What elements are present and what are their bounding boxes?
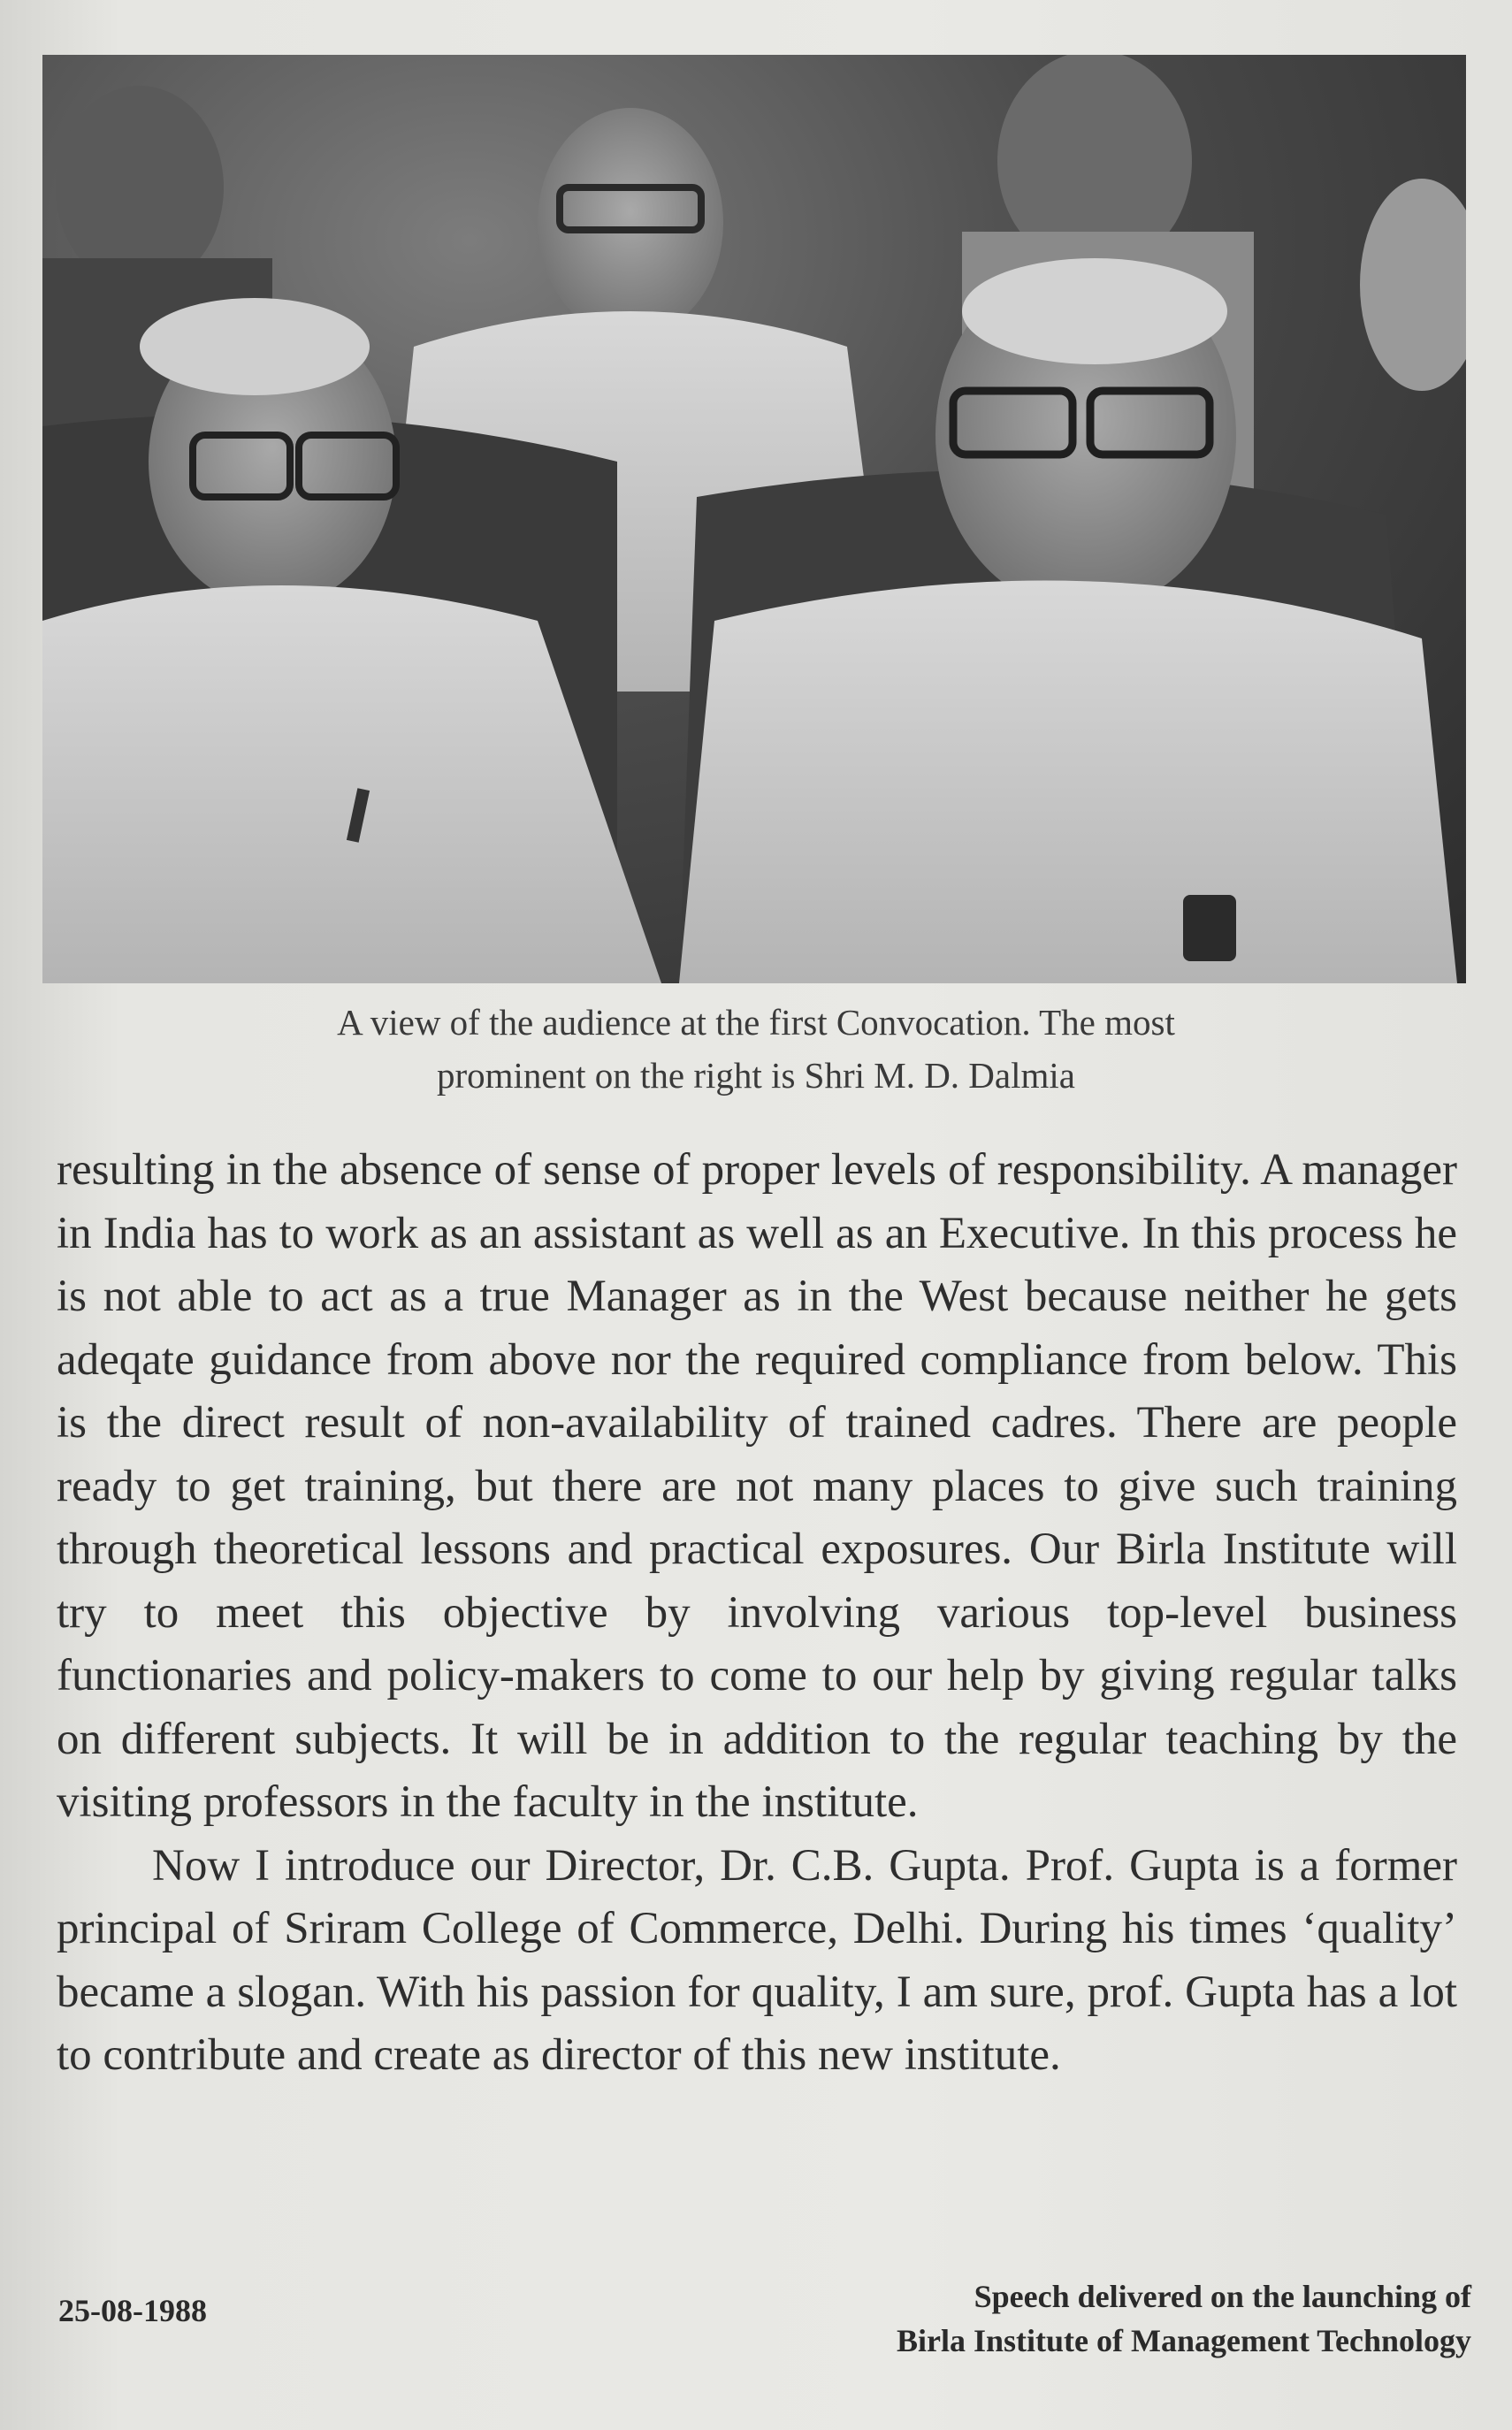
body-paragraph-1: resulting in the absence of sense of proper levels of responsibility. A manager in India has to work as an assistant as well as an Executive. In this process he is not able to act as a true Manager as in the West because neither he gets adeqate guidance from above nor the required compliance from below. This is the direct result of non-availability of trained cadres. There are people ready to get training, but there are not many places to give such training through theoretical lessons and practical exposures. Our Birla Institute will try to meet this objective by involving various top-level business functionaries and policy-makers to come to our help by giving regular talks on different subjects. It will be in addition to the regular teaching by the visiting professors in the faculty in the institute.: [57, 1145, 1457, 1827]
occasion-line-1: Speech delivered on the launching of: [974, 2279, 1471, 2314]
audience-photo: [42, 55, 1466, 983]
caption-line-1: A view of the audience at the first Convocation. The most: [337, 1002, 1175, 1043]
speech-date: 25-08-1988: [58, 2293, 207, 2328]
photo-caption: [141, 996, 1371, 1102]
caption-line-2: prominent on the right is Shri M. D. Dalmia: [437, 1055, 1075, 1096]
occasion-line-2: Birla Institute of Management Technology: [896, 2323, 1471, 2358]
audience-photo-illustration: [42, 55, 1466, 983]
speech-occasion-note: [897, 2274, 1471, 2363]
body-paragraph-2: Now I introduce our Director, Dr. C.B. Gupta. Prof. Gupta is a former principal of Sriram College of Commerce, Delhi. During his times ‘quality’ became a slogan. With his passion for quality, I am sure, prof. Gupta has a lot to contribute and create as director of this new institute.: [57, 1840, 1457, 2080]
speech-body: [57, 1139, 1457, 2088]
